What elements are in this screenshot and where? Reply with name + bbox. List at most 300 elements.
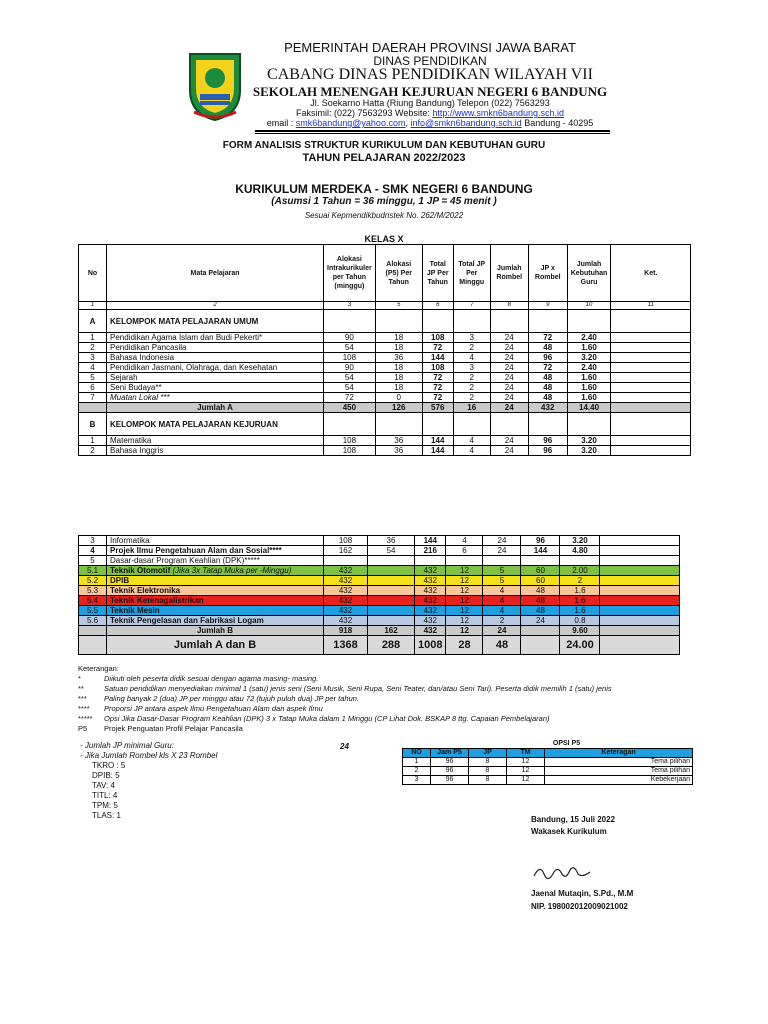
value-cell: 5 — [483, 566, 521, 576]
notes-title: Keterangan: — [78, 664, 119, 673]
value-cell — [483, 556, 521, 566]
note-item — [78, 704, 612, 714]
value-cell: 24 — [521, 616, 560, 626]
value-cell: 2.00 — [560, 566, 600, 576]
dpk-no: 5.5 — [79, 606, 107, 616]
year-title: TAHUN PELAJARAN 2022/2023 — [302, 152, 466, 164]
value-cell: 144 — [422, 446, 453, 456]
column-number: 5 — [375, 302, 422, 310]
value-cell: 24.00 — [560, 636, 600, 655]
column-header: Total JP Per Minggu — [453, 245, 490, 302]
value-cell — [600, 536, 680, 546]
website-link[interactable]: http://www.smkn6bandung.sch.id — [432, 108, 564, 118]
value-cell: 1.60 — [567, 383, 611, 393]
p5-cell: 8 — [469, 758, 507, 767]
value-cell — [600, 606, 680, 616]
value-cell: 72 — [422, 343, 453, 353]
value-cell: 432 — [324, 576, 368, 586]
value-cell: 16 — [453, 403, 490, 413]
value-cell: 18 — [375, 363, 422, 373]
value-cell — [600, 576, 680, 586]
curriculum-table-part2 — [78, 535, 680, 655]
value-cell: 18 — [375, 343, 422, 353]
value-cell: 4 — [453, 446, 490, 456]
value-cell: 5 — [483, 576, 521, 586]
value-cell — [611, 383, 691, 393]
value-cell: 90 — [324, 363, 376, 373]
value-cell: 4 — [446, 536, 483, 546]
value-cell: 432 — [528, 403, 567, 413]
fax-text: Faksimil: (022) 7563293 Website: — [296, 108, 433, 118]
p5-cell: 8 — [469, 776, 507, 785]
value-cell: 12 — [446, 606, 483, 616]
value-cell: 3 — [79, 353, 107, 363]
value-cell: 90 — [324, 333, 376, 343]
value-cell: 2 — [453, 383, 490, 393]
dpk-row — [79, 576, 680, 586]
value-cell: 4.80 — [560, 546, 600, 556]
dpk-row — [79, 586, 680, 596]
value-cell: 54 — [324, 373, 376, 383]
value-cell: 24 — [490, 383, 528, 393]
form-title: FORM ANALISIS STRUKTUR KURIKULUM DAN KEBUTUHAN GURU — [222, 140, 546, 151]
value-cell: 2 — [560, 576, 600, 586]
value-cell: 432 — [415, 596, 446, 606]
value-cell — [368, 586, 415, 596]
p5-cell: 1 — [403, 758, 431, 767]
column-header: Jumlah Kebutuhan Guru — [567, 245, 611, 302]
column-header: Ket. — [611, 245, 691, 302]
value-cell: 1.6 — [560, 606, 600, 616]
p5-title: OPSI P5 — [552, 740, 581, 747]
sesuai-text: Sesuai Kepmendikbudristek No. 262/M/2022 — [304, 211, 464, 220]
value-cell: 126 — [375, 403, 422, 413]
kelas-title: KELAS X — [364, 234, 404, 244]
letterhead-line3: CABANG DINAS PENDIDIKAN WILAYAH VII — [267, 66, 593, 83]
column-header: Alokasi (P5) Per Tahun — [375, 245, 422, 302]
value-cell: 4 — [483, 606, 521, 616]
note-key: **** — [78, 704, 90, 713]
column-number: 9 — [528, 302, 567, 310]
value-cell: 1.60 — [567, 393, 611, 403]
value-cell: 432 — [324, 606, 368, 616]
value-cell: 1.60 — [567, 373, 611, 383]
value-cell — [611, 373, 691, 383]
value-cell: 96 — [521, 536, 560, 546]
p5-cell: 12 — [507, 767, 545, 776]
value-cell — [611, 446, 691, 456]
value-cell: 2.40 — [567, 333, 611, 343]
value-cell: 3.20 — [567, 436, 611, 446]
subject-cell: Jumlah A dan B — [107, 636, 324, 655]
value-cell: 18 — [375, 333, 422, 343]
value-cell: 4 — [483, 586, 521, 596]
p5-options-table — [402, 740, 693, 785]
value-cell: 36 — [375, 446, 422, 456]
value-cell: 72 — [528, 333, 567, 343]
value-cell: 4 — [453, 353, 490, 363]
value-cell: 432 — [415, 616, 446, 626]
letterhead-rule — [255, 130, 610, 132]
value-cell: 54 — [324, 383, 376, 393]
letterhead-line2: DINAS PENDIDIKAN — [373, 54, 487, 68]
value-cell: 48 — [528, 383, 567, 393]
value-cell: 5 — [79, 556, 107, 566]
dpk-label: Teknik Pengelasan dan Fabrikasi Logam — [110, 616, 264, 625]
signature-name: Jaenal Mutaqin, S.Pd., M.M — [531, 889, 634, 898]
note-text: Satuan pendidikan menyediakan minimal 1 (satu) jenis seni (Seni Musik, Seni Rupa, Seni Teater, dan/atau Seni Tari). Peserta didik memilih 1 (satu) jenis — [104, 684, 612, 693]
table-row — [79, 546, 680, 556]
dpk-row — [79, 566, 680, 576]
column-number: 6 — [422, 302, 453, 310]
p5-cell: 2 — [403, 767, 431, 776]
value-cell: 3.20 — [567, 446, 611, 456]
dpk-label-cell — [107, 616, 324, 626]
table-row — [79, 446, 691, 456]
value-cell: 108 — [324, 353, 376, 363]
jp-min-label: - Jumlah JP minimal Guru: — [80, 741, 174, 750]
p5-cell: 3 — [403, 776, 431, 785]
value-cell: 432 — [415, 606, 446, 616]
note-text: Paling banyak 2 (dua) JP per minggu atau 72 (tujuh puluh dua) JP per tahun. — [104, 694, 360, 703]
value-cell: 144 — [521, 546, 560, 556]
note-text: Opsi Jika Dasar-Dasar Program Keahlian (DPK) 3 x Tatap Muka dalam 1 Minggu (CP Lihat Dok. BSKAP 8 ttg. Capaian Pembelajaran) — [104, 714, 550, 723]
value-cell: 4 — [79, 363, 107, 373]
value-cell — [611, 436, 691, 446]
letterhead-rule-thin — [255, 133, 610, 134]
signature-nip: NIP. 198002012009021002 — [531, 902, 628, 911]
value-cell: 2 — [79, 343, 107, 353]
value-cell: 108 — [422, 333, 453, 343]
handwritten-signature — [532, 862, 592, 889]
value-cell: 108 — [324, 536, 368, 546]
value-cell: 48 — [483, 636, 521, 655]
rombel-item: TAV: 4 — [92, 781, 115, 790]
value-cell: 432 — [415, 626, 446, 636]
p5-header-cell: JP — [469, 749, 507, 758]
subject-cell: Sejarah — [107, 373, 324, 383]
value-cell: 162 — [368, 626, 415, 636]
value-cell — [324, 556, 368, 566]
dpk-row — [79, 606, 680, 616]
value-cell: 48 — [528, 393, 567, 403]
note-text: Proporsi JP antara aspek Ilmu Pengetahuan Alam dan aspek Ilmu — [104, 704, 323, 713]
value-cell — [368, 616, 415, 626]
value-cell: 48 — [521, 596, 560, 606]
value-cell — [368, 576, 415, 586]
dpk-row — [79, 616, 680, 626]
value-cell: 24 — [483, 546, 521, 556]
value-cell — [611, 363, 691, 373]
subject-cell: Projek Ilmu Pengetahuan Alam dan Sosial**** — [107, 546, 324, 556]
value-cell: 3 — [79, 536, 107, 546]
value-cell: 96 — [528, 446, 567, 456]
value-cell: 72 — [324, 393, 376, 403]
value-cell: 36 — [375, 436, 422, 446]
value-cell: 1.6 — [560, 596, 600, 606]
section-b-no: B — [79, 413, 107, 436]
email-prefix: email : — [266, 118, 296, 128]
value-cell: 36 — [375, 353, 422, 363]
subject-cell: Muatan Lokal *** — [107, 393, 324, 403]
rombel-label: - Jika Jumlah Rombel kls X 23 Rombel — [80, 751, 218, 760]
west-java-emblem — [186, 50, 244, 122]
value-cell: 72 — [422, 393, 453, 403]
value-cell — [600, 596, 680, 606]
dpk-label-cell — [107, 596, 324, 606]
note-item — [78, 724, 612, 734]
value-cell — [521, 636, 560, 655]
value-cell: 216 — [415, 546, 446, 556]
jumlah-b-row — [79, 626, 680, 636]
table-header-row — [79, 245, 691, 302]
dpk-label-cell — [107, 586, 324, 596]
value-cell — [600, 546, 680, 556]
value-cell: 162 — [324, 546, 368, 556]
dpk-no: 5.6 — [79, 616, 107, 626]
rombel-item: DPIB: 5 — [92, 771, 120, 780]
value-cell: 60 — [521, 566, 560, 576]
value-cell: 72 — [422, 383, 453, 393]
dpk-label: Teknik Elektronika — [110, 586, 181, 595]
value-cell: 12 — [446, 616, 483, 626]
jumlah-a-row — [79, 403, 691, 413]
section-a-label: KELOMPOK MATA PELAJARAN UMUM — [107, 310, 324, 333]
value-cell: 1 — [79, 436, 107, 446]
value-cell — [368, 566, 415, 576]
value-cell — [79, 636, 107, 655]
column-number: 3 — [324, 302, 376, 310]
value-cell: 24 — [483, 536, 521, 546]
p5-cell: 96 — [431, 758, 469, 767]
p5-cell: 96 — [431, 776, 469, 785]
value-cell: 24 — [490, 393, 528, 403]
value-cell — [600, 626, 680, 636]
value-cell: 4 — [453, 436, 490, 446]
value-cell: 432 — [415, 586, 446, 596]
letterhead-line1: PEMERINTAH DAERAH PROVINSI JAWA BARAT — [284, 40, 576, 55]
subject-cell: Informatika — [107, 536, 324, 546]
value-cell — [521, 626, 560, 636]
value-cell: 432 — [324, 566, 368, 576]
value-cell: 1.6 — [560, 586, 600, 596]
asumsi-text: (Asumsi 1 Tahun = 36 minggu, 1 JP = 45 menit ) — [271, 196, 497, 207]
value-cell: 28 — [446, 636, 483, 655]
section-a-no: A — [79, 310, 107, 333]
p5-header-row — [403, 749, 693, 758]
value-cell: 18 — [375, 383, 422, 393]
subject-cell: Bahasa Indonesia — [107, 353, 324, 363]
table-row — [79, 536, 680, 546]
value-cell: 2 — [79, 446, 107, 456]
value-cell — [611, 343, 691, 353]
letterhead-fax-website — [250, 108, 610, 118]
value-cell: 288 — [368, 636, 415, 655]
value-cell: 2 — [483, 616, 521, 626]
value-cell: 432 — [415, 576, 446, 586]
dpk-label: Teknik Otomotif — [110, 566, 171, 575]
value-cell: 432 — [324, 596, 368, 606]
value-cell: 12 — [446, 626, 483, 636]
column-number-row — [79, 302, 691, 310]
column-number: 1 — [79, 302, 107, 310]
letterhead-email: email : smk6bandung@yahoo.com, info@smkn6bandung.sch.id Bandung - 40295 — [266, 118, 594, 128]
rombel-item: TLAS: 1 — [92, 811, 121, 820]
email-link-2[interactable]: info@smkn6bandung.sch.id — [410, 118, 522, 128]
value-cell — [611, 333, 691, 343]
p5-cell: Tema pilihan — [545, 767, 693, 776]
note-item — [78, 694, 612, 704]
value-cell: 432 — [324, 586, 368, 596]
table-row — [79, 353, 691, 363]
curriculum-table-part1 — [78, 244, 691, 456]
jp-min-value: 24 — [340, 742, 349, 751]
dpk-label-cell — [107, 606, 324, 616]
value-cell: 144 — [422, 436, 453, 446]
value-cell: 6 — [446, 546, 483, 556]
dpk-row — [79, 596, 680, 606]
letterhead-address: Jl. Soekarno Hatta (Riung Bandung) Telepon (022) 7563293 — [310, 98, 550, 108]
value-cell: 432 — [324, 616, 368, 626]
subject-cell: Pendidikan Agama Islam dan Budi Pekerti* — [107, 333, 324, 343]
p5-cell: 8 — [469, 767, 507, 776]
summary-block — [80, 741, 217, 821]
subject-cell: Pendidikan Jasmani, Olahraga, dan Kesehatan — [107, 363, 324, 373]
column-header: No — [79, 245, 107, 302]
value-cell: 96 — [528, 353, 567, 363]
value-cell — [368, 606, 415, 616]
subject-cell: Pendidikan Pancasila — [107, 343, 324, 353]
column-header: JP x Rombel — [528, 245, 567, 302]
value-cell: 12 — [446, 566, 483, 576]
p5-row — [403, 758, 693, 767]
value-cell: 48 — [528, 373, 567, 383]
section-b-label: KELOMPOK MATA PELAJARAN KEJURUAN — [107, 413, 324, 436]
p5-row — [403, 776, 693, 785]
value-cell: 54 — [324, 343, 376, 353]
table-row — [79, 393, 691, 403]
value-cell — [600, 556, 680, 566]
value-cell — [600, 636, 680, 655]
column-number: 8 — [490, 302, 528, 310]
value-cell: 450 — [324, 403, 376, 413]
table-row — [79, 436, 691, 446]
value-cell — [368, 556, 415, 566]
table-row — [79, 556, 680, 566]
value-cell: 24 — [490, 363, 528, 373]
value-cell: 9.60 — [560, 626, 600, 636]
dpk-no: 5.3 — [79, 586, 107, 596]
value-cell: 108 — [324, 436, 376, 446]
value-cell — [611, 393, 691, 403]
value-cell: 5 — [79, 373, 107, 383]
subject-cell: Jumlah B — [107, 626, 324, 636]
table-row — [79, 373, 691, 383]
subject-cell: Bahasa Inggris — [107, 446, 324, 456]
subject-cell: Jumlah A — [107, 403, 324, 413]
value-cell: 3 — [453, 333, 490, 343]
value-cell — [611, 403, 691, 413]
value-cell: 96 — [528, 436, 567, 446]
email-link-1[interactable]: smk6bandung@yahoo.com — [295, 118, 406, 128]
value-cell — [560, 556, 600, 566]
value-cell: 144 — [415, 536, 446, 546]
value-cell — [79, 403, 107, 413]
value-cell: 1008 — [415, 636, 446, 655]
value-cell: 4 — [79, 546, 107, 556]
section-a-row — [79, 310, 691, 333]
p5-cell: Kebekerjaan — [545, 776, 693, 785]
note-item — [78, 674, 612, 684]
value-cell: 12 — [446, 576, 483, 586]
column-number: 2 — [107, 302, 324, 310]
value-cell: 48 — [528, 343, 567, 353]
note-item — [78, 714, 612, 724]
dpk-no: 5.4 — [79, 596, 107, 606]
table-row — [79, 333, 691, 343]
column-header: Total JP Per Tahun — [422, 245, 453, 302]
subject-cell: Seni Budaya** — [107, 383, 324, 393]
column-number: 7 — [453, 302, 490, 310]
value-cell: 576 — [422, 403, 453, 413]
value-cell: 6 — [79, 383, 107, 393]
value-cell: 24 — [490, 446, 528, 456]
p5-cell: 12 — [507, 776, 545, 785]
rombel-item: TKRO : 5 — [92, 761, 126, 770]
letterhead-school-name: SEKOLAH MENENGAH KEJURUAN NEGERI 6 BANDUNG — [252, 84, 608, 99]
value-cell: 108 — [324, 446, 376, 456]
value-cell: 2 — [453, 343, 490, 353]
value-cell — [521, 556, 560, 566]
note-text: Projek Penguatan Profil Pelajar Pancasila — [104, 724, 243, 733]
value-cell: 3 — [453, 363, 490, 373]
value-cell: 3.20 — [567, 353, 611, 363]
value-cell: 0 — [375, 393, 422, 403]
value-cell: 1368 — [324, 636, 368, 655]
column-number: 10 — [567, 302, 611, 310]
value-cell — [79, 626, 107, 636]
signature-place-date: Bandung, 15 Juli 2022 — [531, 815, 616, 824]
value-cell: 108 — [422, 363, 453, 373]
value-cell: 2 — [453, 373, 490, 383]
rombel-item: TITL: 4 — [92, 791, 118, 800]
value-cell: 14.40 — [567, 403, 611, 413]
subject-cell: Matematika — [107, 436, 324, 446]
p5-cell: Tema pilihan — [545, 758, 693, 767]
value-cell: 7 — [79, 393, 107, 403]
value-cell — [368, 596, 415, 606]
value-cell: 432 — [415, 566, 446, 576]
value-cell: 2.40 — [567, 363, 611, 373]
dpk-label-cell — [107, 566, 324, 576]
value-cell: 60 — [521, 576, 560, 586]
jumlah-ab-row — [79, 636, 680, 655]
value-cell: 144 — [422, 353, 453, 363]
value-cell: 3.20 — [560, 536, 600, 546]
value-cell — [446, 556, 483, 566]
value-cell: 2 — [453, 393, 490, 403]
note-key: P5 — [78, 724, 88, 733]
dpk-label: Teknik Mesin — [110, 606, 160, 615]
note-key: ***** — [78, 714, 93, 723]
city-zip: Bandung - 40295 — [521, 118, 594, 128]
value-cell: 12 — [446, 596, 483, 606]
value-cell — [415, 556, 446, 566]
dpk-label: DPIB — [110, 576, 130, 585]
value-cell: 1.60 — [567, 343, 611, 353]
value-cell: 18 — [375, 373, 422, 383]
column-header: Mata Pelajaran — [107, 245, 324, 302]
